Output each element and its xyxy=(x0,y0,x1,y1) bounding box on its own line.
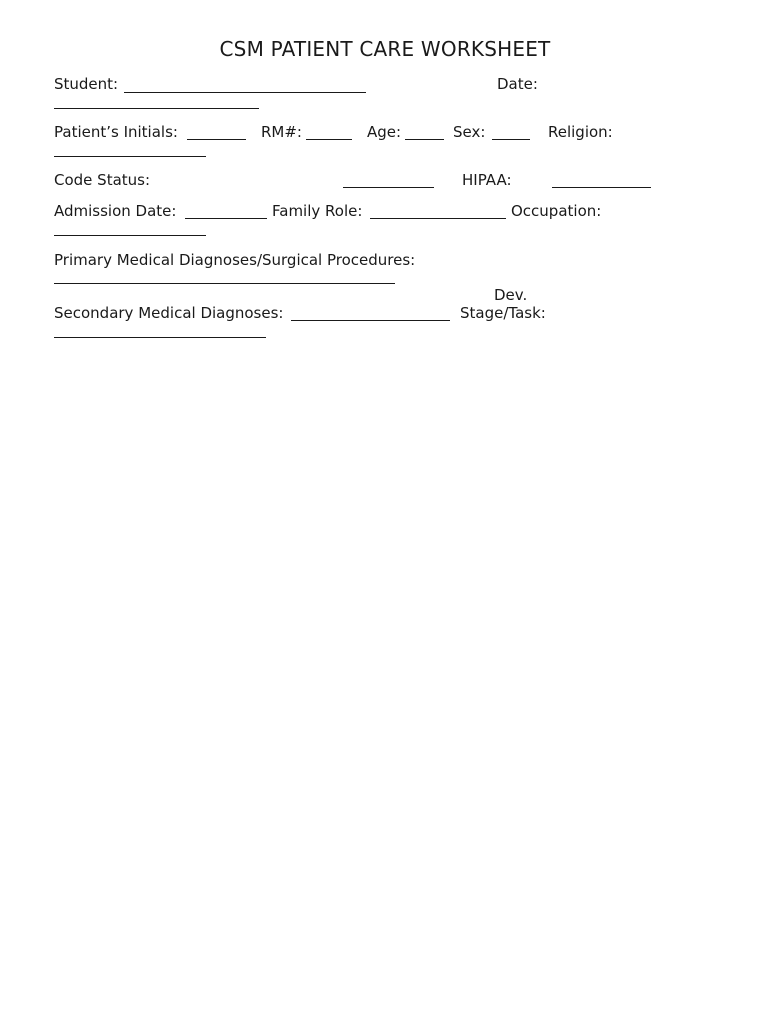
stage-task-field[interactable] xyxy=(54,337,266,338)
family-role-field[interactable] xyxy=(370,218,506,219)
sex-label: Sex: xyxy=(453,123,486,141)
patients-initials-label: Patient’s Initials: xyxy=(54,123,178,141)
sex-field[interactable] xyxy=(492,139,530,140)
code-status-field[interactable] xyxy=(343,187,434,188)
admission-date-field[interactable] xyxy=(185,218,267,219)
rm-field[interactable] xyxy=(306,139,352,140)
hipaa-field[interactable] xyxy=(552,187,651,188)
hipaa-label: HIPAA: xyxy=(462,171,512,189)
age-field[interactable] xyxy=(405,139,444,140)
religion-field[interactable] xyxy=(54,156,206,157)
primary-diagnoses-label: Primary Medical Diagnoses/Surgical Procedures: xyxy=(54,251,416,269)
family-role-label: Family Role: xyxy=(272,202,363,220)
religion-label: Religion: xyxy=(548,123,613,141)
age-label: Age: xyxy=(367,123,402,141)
stage-task-label: Stage/Task: xyxy=(460,304,546,322)
date-label: Date: xyxy=(497,75,538,93)
primary-diagnoses-field[interactable] xyxy=(54,283,395,284)
rm-label: RM#: xyxy=(261,123,302,141)
occupation-field[interactable] xyxy=(54,235,206,236)
code-status-label: Code Status: xyxy=(54,171,151,189)
student-field[interactable] xyxy=(124,92,366,93)
secondary-diagnoses-label: Secondary Medical Diagnoses: xyxy=(54,304,284,322)
secondary-diagnoses-field[interactable] xyxy=(291,320,450,321)
page-title: CSM PATIENT CARE WORKSHEET xyxy=(219,37,551,61)
occupation-label: Occupation: xyxy=(511,202,602,220)
admission-date-label: Admission Date: xyxy=(54,202,177,220)
student-label: Student: xyxy=(54,75,119,93)
date-field[interactable] xyxy=(54,108,259,109)
dev-label: Dev. xyxy=(494,286,528,304)
patients-initials-field[interactable] xyxy=(187,139,246,140)
